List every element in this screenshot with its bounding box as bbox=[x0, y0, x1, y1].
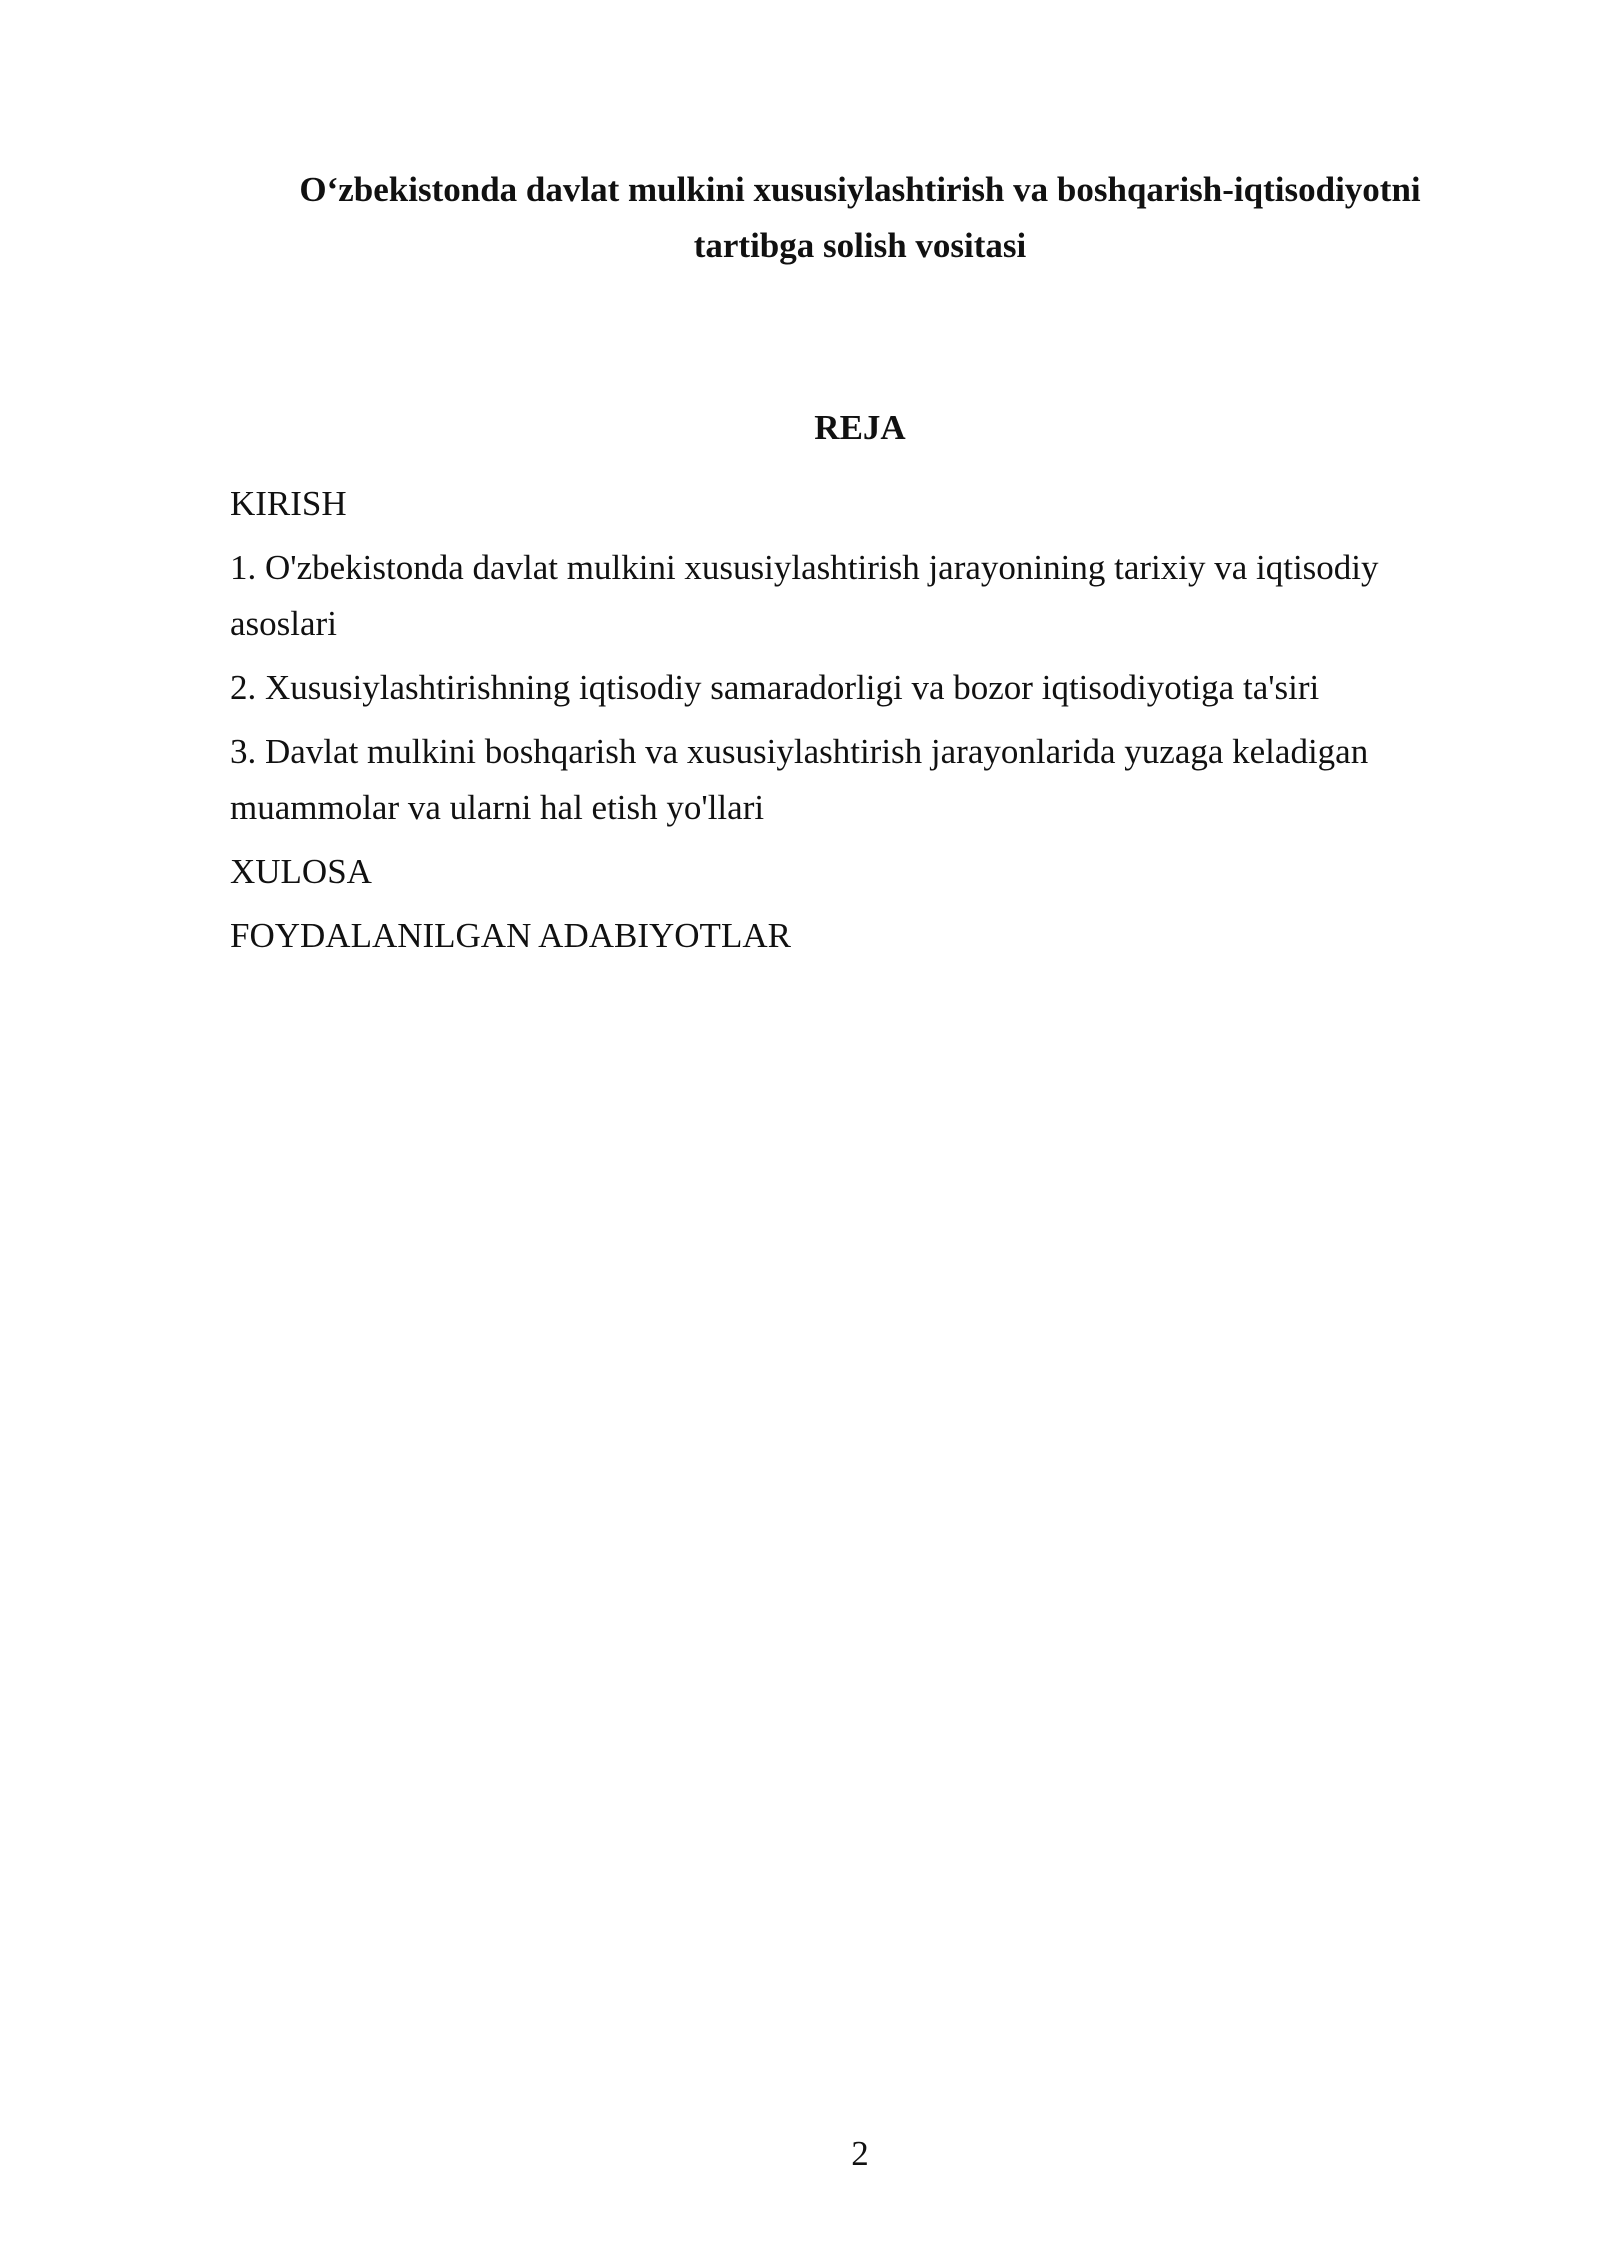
plan-list bbox=[230, 476, 1490, 972]
plan-item-introduction: KIRISH bbox=[230, 484, 347, 523]
document-title bbox=[230, 162, 1490, 274]
plan-item-references: FOYDALANILGAN ADABIYOTLAR bbox=[230, 916, 791, 955]
plan-heading: REJA bbox=[814, 408, 906, 447]
document-title-line-2: tartibga solish vositasi bbox=[693, 226, 1027, 265]
plan-item-1: 1. O'zbekistonda davlat mulkini xususiylashtirish jarayonining tarixiy va iqtisodiy asoslari bbox=[230, 548, 1379, 643]
plan-item-2: 2. Xususiylashtirishning iqtisodiy samaradorligi va bozor iqtisodiyotiga ta'siri bbox=[230, 668, 1320, 707]
plan-item-conclusion: XULOSA bbox=[230, 852, 372, 891]
plan-item-3: 3. Davlat mulkini boshqarish va xususiylashtirish jarayonlarida yuzaga keladigan muammolar va ularni hal etish yo'llari bbox=[230, 732, 1369, 827]
page-number: 2 bbox=[851, 2134, 869, 2173]
document-title-line-1: O‘zbekistonda davlat mulkini xususiylashtirish va boshqarish-iqtisodiyotni bbox=[299, 170, 1421, 209]
